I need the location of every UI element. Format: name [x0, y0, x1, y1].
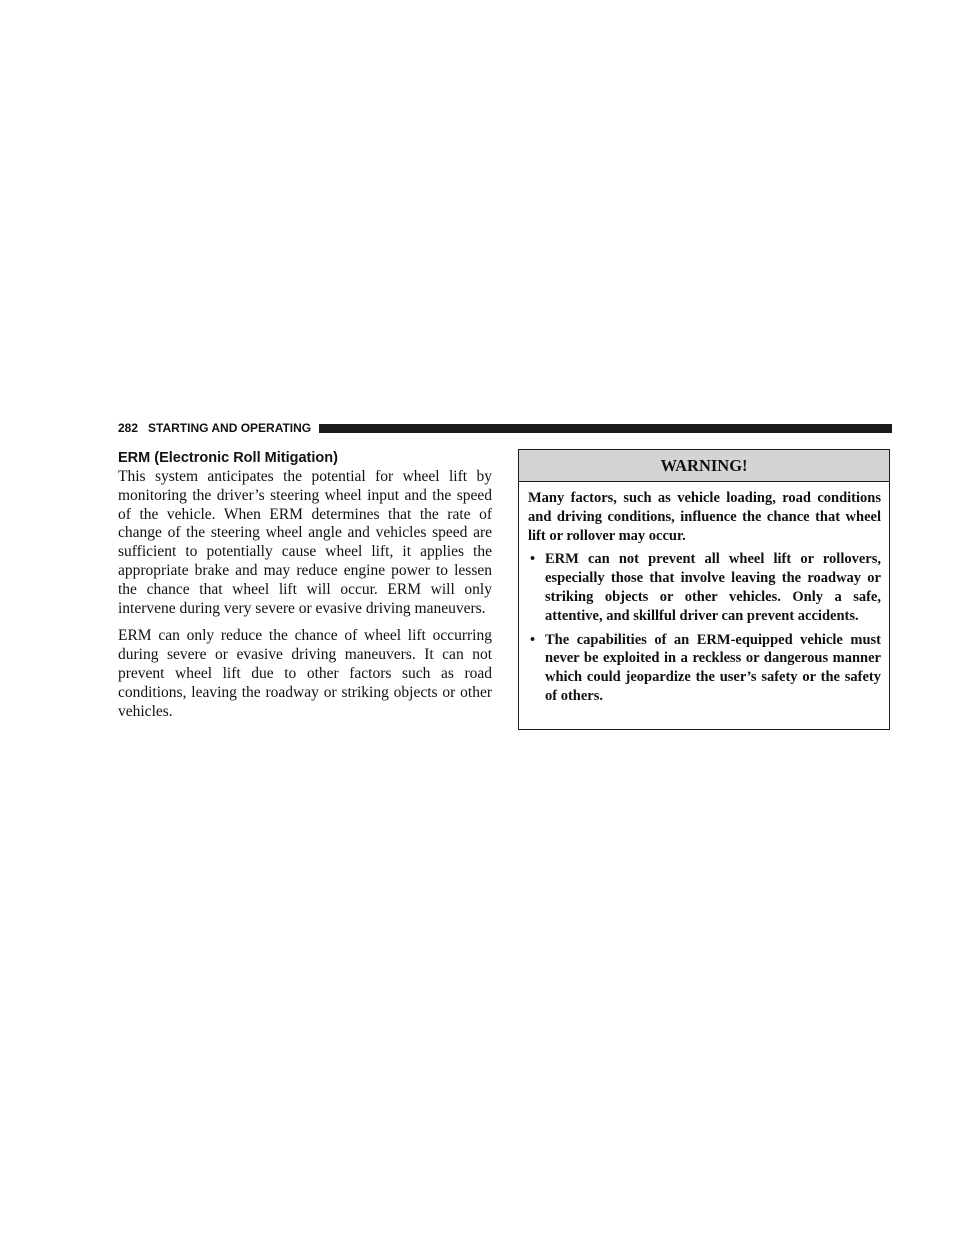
bullet-icon: •: [530, 551, 536, 568]
section-heading: ERM (Electronic Roll Mitigation): [118, 450, 338, 466]
warning-intro: Many factors, such as vehicle loading, road conditions and driving conditions, influence the chance that wheel lift or rollover may occur.: [528, 490, 881, 544]
page-header: [118, 418, 892, 438]
warning-item-text: The capabilities of an ERM-equipped vehicle must never be exploited in a reckless or dangerous manner which could jeopardize the user’s safety or the safety of others.: [545, 631, 881, 704]
page-number: 282: [118, 421, 139, 435]
warning-title-bar: [519, 450, 889, 482]
list-item: [528, 631, 881, 706]
warning-body: [519, 482, 889, 706]
header-rule: [319, 424, 892, 433]
warning-list: [528, 550, 881, 705]
body-paragraph: ERM can only reduce the chance of wheel lift occurring during severe or evasive driving maneuvers. It can not prevent wheel lift due to other factors such as road conditions, leaving the roadway or striking objects or other vehicles.: [118, 627, 492, 720]
section-name: STARTING AND OPERATING: [148, 421, 312, 435]
body-paragraph: This system anticipates the potential for wheel lift by monitoring the driver’s steering wheel input and the speed of the vehicle. When ERM determines that the rate of change of the steering wheel angle and vehicles speed are sufficient to potentially cause wheel lift, it applies the appropriate brake and may reduce engine power to lessen the chance that wheel lift will occur. ERM will only intervene during very severe or evasive driving maneuvers.: [118, 468, 492, 617]
warning-item-text: ERM can not prevent all wheel lift or rollovers, especially those that involve leaving the roadway or striking objects or other vehicles. Only a safe, attentive, and skillful driver can prevent accidents.: [545, 551, 881, 624]
warning-title: WARNING!: [660, 455, 748, 475]
warning-box: [518, 449, 890, 730]
bullet-icon: •: [530, 631, 536, 648]
list-item: [528, 550, 881, 625]
main-text-column: [118, 448, 492, 730]
